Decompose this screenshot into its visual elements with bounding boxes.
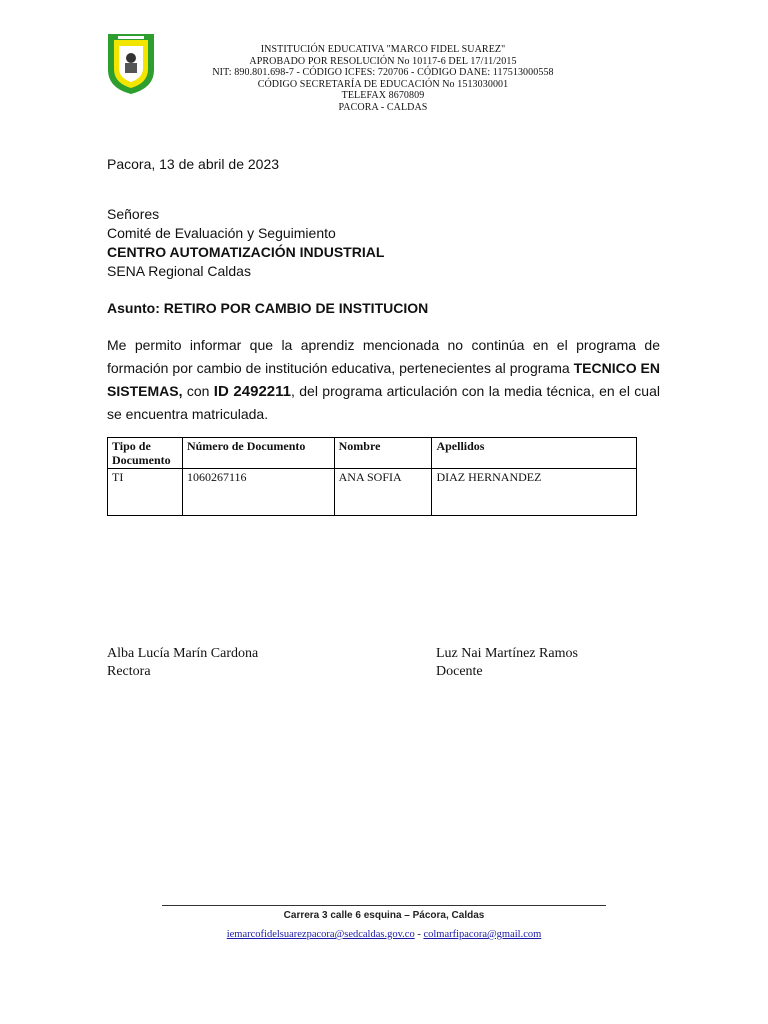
signature-left bbox=[107, 645, 258, 681]
recipient-salutation: Señores bbox=[107, 206, 160, 222]
letterhead-line: PACORA - CALDAS bbox=[338, 101, 428, 113]
signer-name: Alba Lucía Marín Cardona bbox=[107, 646, 259, 661]
letterhead-line: INSTITUCIÓN EDUCATIVA "MARCO FIDEL SUAREZ" bbox=[260, 44, 506, 55]
recipient-committee: Comité de Evaluación y Seguimiento bbox=[107, 225, 336, 241]
program-name-cont: SISTEMAS, bbox=[107, 383, 183, 399]
recipient-center: CENTRO AUTOMATIZACIÓN INDUSTRIAL bbox=[107, 244, 385, 260]
body-line bbox=[107, 357, 660, 380]
table-header-cell: Número de Documento bbox=[182, 438, 334, 469]
footer-divider bbox=[162, 905, 606, 906]
table-cell: TI bbox=[108, 469, 183, 516]
body-text: formación por cambio de institución educativa, pertenecientes al programa bbox=[107, 360, 574, 376]
letterhead bbox=[160, 44, 606, 114]
table-row bbox=[108, 469, 637, 516]
letter-body bbox=[107, 334, 660, 426]
footer-address: Carrera 3 calle 6 esquina – Pácora, Caldas bbox=[283, 910, 485, 921]
signer-role: Docente bbox=[436, 664, 483, 679]
email-separator: - bbox=[414, 929, 424, 940]
school-crest-logo bbox=[106, 32, 156, 96]
program-name: TECNICO EN bbox=[573, 360, 660, 376]
footer-emails bbox=[162, 929, 606, 940]
letterhead-line: NIT: 890.801.698-7 - CÓDIGO ICFES: 720706 - CÓDIGO DANE: 117513000558 bbox=[212, 67, 554, 79]
table-cell: DIAZ HERNANDEZ bbox=[432, 469, 637, 516]
body-text: , del programa articulación con la media técnica, en el cual bbox=[291, 383, 660, 399]
body-line bbox=[107, 380, 660, 403]
table-cell: 1060267116 bbox=[182, 469, 334, 516]
body-line: se encuentra matriculada. bbox=[107, 406, 269, 422]
subject-label: Asunto: bbox=[107, 300, 160, 316]
email-link-institution[interactable]: iemarcofidelsuarezpacora@sedcaldas.gov.co bbox=[226, 929, 415, 940]
table-header-cell: Tipo de Documento bbox=[108, 438, 183, 469]
email-link-gmail[interactable]: colmarfipacora@gmail.com bbox=[423, 929, 542, 940]
student-table bbox=[107, 437, 637, 516]
table-header-cell: Nombre bbox=[334, 438, 432, 469]
signer-name: Luz Nai Martínez Ramos bbox=[436, 646, 578, 661]
letterhead-line: CÓDIGO SECRETARÍA DE EDUCACIÓN No 1513030001 bbox=[257, 78, 509, 90]
letterhead-line: TELEFAX 8670809 bbox=[341, 90, 425, 102]
signature-right bbox=[436, 645, 578, 681]
letter-date: Pacora, 13 de abril de 2023 bbox=[107, 156, 280, 172]
recipient-regional: SENA Regional Caldas bbox=[107, 263, 251, 279]
subject-text: RETIRO POR CAMBIO DE INSTITUCION bbox=[163, 300, 429, 316]
body-line: Me permito informar que la aprendiz mencionada no continúa en el programa de bbox=[107, 337, 660, 353]
table-cell: ANA SOFIA bbox=[334, 469, 432, 516]
program-id: ID 2492211 bbox=[213, 383, 291, 400]
signer-role: Rectora bbox=[107, 664, 151, 679]
table-header-row bbox=[108, 438, 637, 469]
subject-line bbox=[107, 300, 428, 316]
letterhead-line: APROBADO POR RESOLUCIÓN No 10117-6 DEL 17/11/2015 bbox=[249, 55, 517, 67]
table-header-cell: Apellidos bbox=[432, 438, 637, 469]
body-text: con bbox=[182, 383, 214, 399]
